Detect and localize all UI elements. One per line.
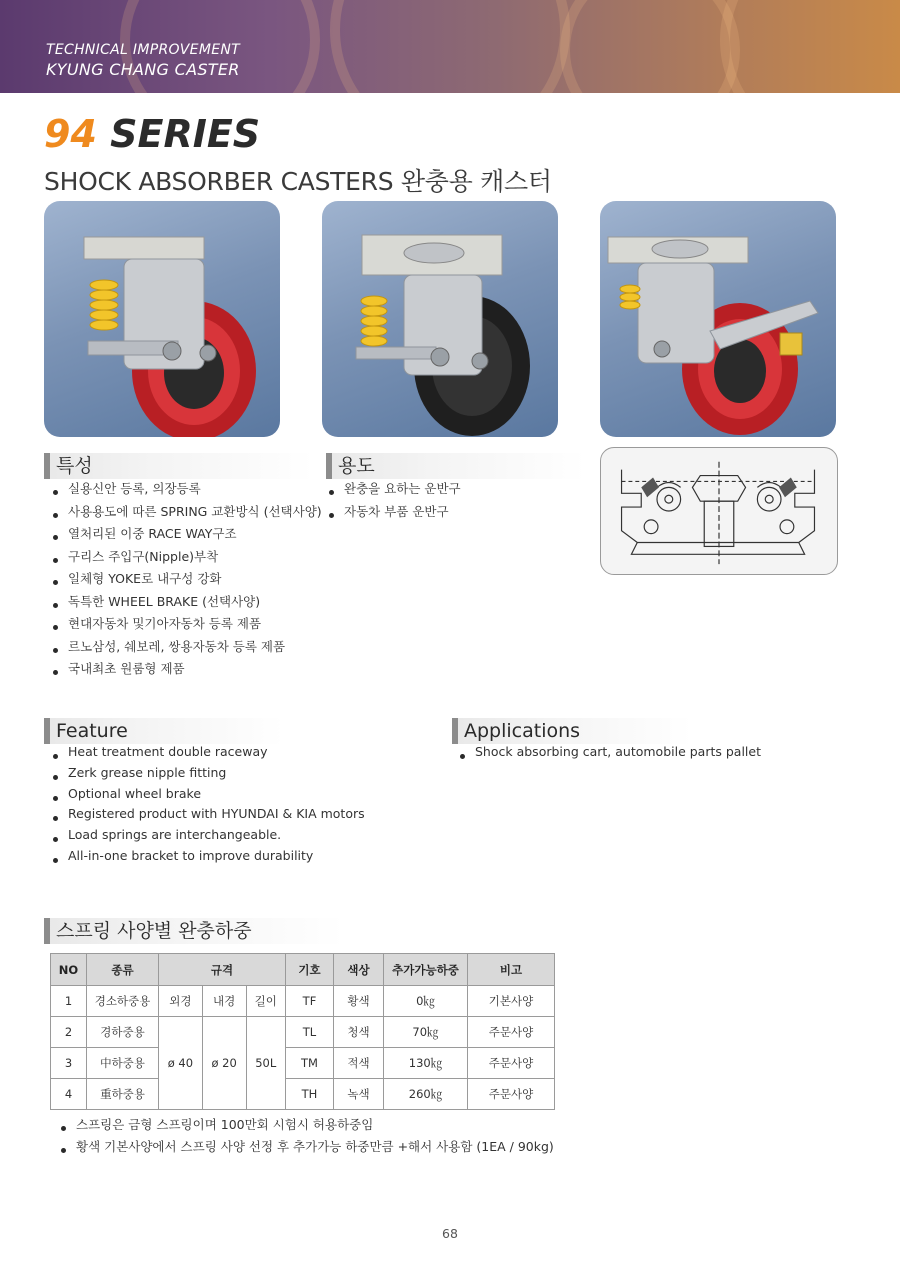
- list-item: Registered product with HYUNDAI & KIA motors: [44, 804, 365, 825]
- list-item: 독특한 WHEEL BRAKE (선택사양): [44, 591, 322, 614]
- banner-line-2: KYUNG CHANG CASTER: [46, 60, 240, 79]
- list-item: Zerk grease nipple fitting: [44, 763, 365, 784]
- spring-spec-table: [50, 953, 555, 1110]
- feature-en-heading: Feature: [44, 718, 284, 744]
- col-color: 색상: [334, 954, 384, 986]
- cell-no: 4: [51, 1079, 87, 1110]
- cell-type: 中하중용: [87, 1048, 159, 1079]
- table-row: [51, 1079, 555, 1110]
- cell-no: 3: [51, 1048, 87, 1079]
- features-kr-list: [44, 478, 322, 681]
- cell-code: TM: [286, 1048, 334, 1079]
- cell-type: 重하중용: [87, 1079, 159, 1110]
- series-number: 94: [44, 112, 97, 156]
- list-item: 스프링은 금형 스프링이며 100만회 시험시 허용하중임: [52, 1114, 554, 1136]
- feature-en-list: [44, 742, 365, 867]
- col-spec: 규격: [159, 954, 286, 986]
- cell-note: 주문사양: [468, 1017, 555, 1048]
- list-item: 일체형 YOKE로 내구성 강화: [44, 568, 322, 591]
- uses-kr-heading: 용도: [326, 453, 586, 479]
- cell-type: 경하중용: [87, 1017, 159, 1048]
- cell-color: 적색: [334, 1048, 384, 1079]
- page-number: 68: [442, 1226, 458, 1241]
- cell-code: TL: [286, 1017, 334, 1048]
- cell-len: 길이: [246, 986, 285, 1017]
- cell-note: 기본사양: [468, 986, 555, 1017]
- cell-load: 0㎏: [384, 986, 468, 1017]
- series-word: SERIES: [110, 112, 261, 156]
- cell-code: TF: [286, 986, 334, 1017]
- cell-len-value: 50L: [246, 1017, 285, 1110]
- header-banner: [0, 0, 900, 93]
- col-type: 종류: [87, 954, 159, 986]
- swivel-caster-photo: [322, 201, 558, 437]
- series-subtitle: SHOCK ABSORBER CASTERS 완충용 캐스터: [44, 167, 552, 196]
- swivel-brake-caster-photo: [600, 201, 836, 437]
- table-row: [51, 1048, 555, 1079]
- list-item: 실용신안 등록, 의장등록: [44, 478, 322, 501]
- features-kr-heading: 특성: [44, 453, 314, 479]
- list-item: 르노삼성, 쉐보레, 쌍용자동차 등록 제품: [44, 636, 322, 659]
- list-item: Shock absorbing cart, automobile parts pallet: [451, 742, 761, 763]
- rigid-caster-photo: [44, 201, 280, 437]
- cell-od: 외경: [159, 986, 203, 1017]
- col-code: 기호: [286, 954, 334, 986]
- cell-color: 청색: [334, 1017, 384, 1048]
- cell-color: 녹색: [334, 1079, 384, 1110]
- cell-od-value: ø 40: [159, 1017, 203, 1110]
- spring-table-heading: 스프링 사양별 완충하중: [44, 918, 344, 944]
- applications-en-list: [451, 742, 761, 763]
- banner-line-1: TECHNICAL IMPROVEMENT: [46, 42, 240, 58]
- cell-type: 경소하중용: [87, 986, 159, 1017]
- col-note: 비고: [468, 954, 555, 986]
- cross-section-diagram: [600, 447, 838, 575]
- banner-text: [46, 40, 240, 80]
- cell-no: 2: [51, 1017, 87, 1048]
- list-item: 자동차 부품 운반구: [320, 501, 461, 524]
- table-notes: [52, 1114, 554, 1158]
- table-row: [51, 986, 555, 1017]
- applications-en-heading: Applications: [452, 718, 692, 744]
- cell-note: 주문사양: [468, 1079, 555, 1110]
- list-item: Load springs are interchangeable.: [44, 825, 365, 846]
- col-load: 추가가능하중: [384, 954, 468, 986]
- cell-id: 내경: [202, 986, 246, 1017]
- col-no: NO: [51, 954, 87, 986]
- cell-load: 70㎏: [384, 1017, 468, 1048]
- list-item: 사용용도에 따른 SPRING 교환방식 (선택사양): [44, 501, 322, 524]
- cell-color: 황색: [334, 986, 384, 1017]
- cell-note: 주문사양: [468, 1048, 555, 1079]
- table-header-row: [51, 954, 555, 986]
- table-row: [51, 1017, 555, 1048]
- series-title: [44, 112, 260, 156]
- cell-code: TH: [286, 1079, 334, 1110]
- list-item: 황색 기본사양에서 스프링 사양 선정 후 추가가능 하중만큼 +해서 사용함 (1EA / 90kg): [52, 1136, 554, 1158]
- cell-id-value: ø 20: [202, 1017, 246, 1110]
- list-item: All-in-one bracket to improve durability: [44, 846, 365, 867]
- list-item: Optional wheel brake: [44, 784, 365, 805]
- cell-load: 260㎏: [384, 1079, 468, 1110]
- cell-no: 1: [51, 986, 87, 1017]
- cell-load: 130㎏: [384, 1048, 468, 1079]
- list-item: 국내최초 원룸형 제품: [44, 658, 322, 681]
- list-item: Heat treatment double raceway: [44, 742, 365, 763]
- list-item: 현대자동차 및기아자동차 등록 제품: [44, 613, 322, 636]
- list-item: 구리스 주입구(Nipple)부착: [44, 546, 322, 569]
- list-item: 완충을 요하는 운반구: [320, 478, 461, 501]
- uses-kr-list: [320, 478, 461, 523]
- list-item: 열처리된 이중 RACE WAY구조: [44, 523, 322, 546]
